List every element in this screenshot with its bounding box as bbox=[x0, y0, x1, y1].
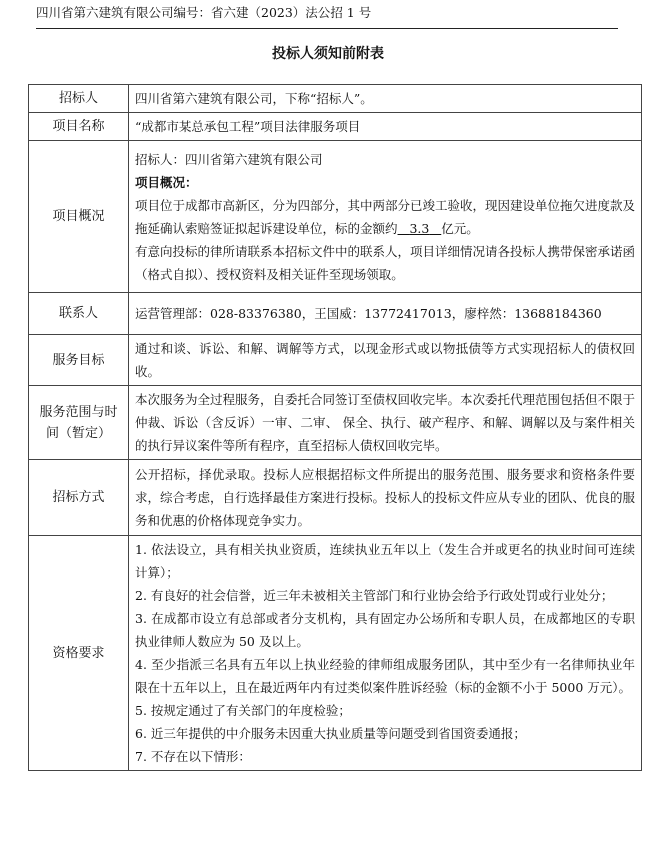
contract-amount bbox=[398, 221, 442, 236]
row-tenderer bbox=[29, 85, 642, 113]
value-tenderer: 四川省第六建筑有限公司，下称“招标人”。 bbox=[129, 85, 642, 113]
row-project-name bbox=[29, 113, 642, 141]
page-title: 投标人须知前附表 bbox=[272, 46, 384, 62]
overview-paragraph-1 bbox=[135, 194, 635, 240]
label-tender-method: 招标方式 bbox=[29, 460, 129, 536]
row-tender-method bbox=[29, 460, 642, 536]
contact-phones: 运营管理部：028-83376380，王国威：13772417013， bbox=[135, 306, 465, 321]
row-service-goal bbox=[29, 335, 642, 386]
qualification-item: 6. 近三年提供的中介服务未因重大执业质量等问题受到省国资委通报； bbox=[135, 726, 526, 741]
qualification-item: 4. 至少指派三名具有五年以上执业经验的律师组成服务团队，其中至少有一名律师执业年限在十五年以上，且在最近两年内有过类似案件胜诉经验（标的金额不小于 5000 万元）。 bbox=[135, 657, 635, 695]
label-service-scope: 服务范围与时间（暂定） bbox=[29, 386, 129, 460]
value-service-scope: 本次服务为全过程服务，自委托合同签订至债权回收完毕。本次委托代理范围包括但不限于仲裁、诉讼（含反诉）一审、二审、 保全、执行、破产程序、和解、调解以及与案件相关的执行异议案件等所有程序，直至招标人债权回收完毕。 bbox=[129, 386, 642, 460]
document-header: 四川省第六建筑有限公司编号：省六建（2023）法公招 1 号 bbox=[36, 5, 372, 20]
overview-tenderer-line: 招标人：四川省第六建筑有限公司 bbox=[135, 151, 323, 167]
overview-para1-unit: 亿元。 bbox=[441, 220, 479, 236]
label-qualification: 资格要求 bbox=[29, 536, 129, 771]
label-project-name: 项目名称 bbox=[29, 113, 129, 141]
qualification-item: 1. 依法设立，具有相关执业资质，连续执业五年以上（发生合并或更名的执业时间可连续计算）； bbox=[135, 542, 635, 580]
value-tender-method: 公开招标，择优录取。投标人应根据招标文件所提出的服务范围、服务要求和资格条件要求，综合考虑，自行选择最佳方案进行投标。投标人的投标文件应从专业的团队、优良的服务和优惠的价格体现竞争实力。 bbox=[129, 460, 642, 536]
bidder-notice-table bbox=[28, 84, 642, 771]
label-service-goal: 服务目标 bbox=[29, 335, 129, 386]
overview-heading: 项目概况： bbox=[135, 174, 198, 190]
label-tenderer: 招标人 bbox=[29, 85, 129, 113]
qualification-item: 2. 有良好的社会信誉，近三年未被相关主管部门和行业协会给予行政处罚或行业处分； bbox=[135, 588, 614, 603]
label-contact: 联系人 bbox=[29, 293, 129, 335]
contact-phone-liao: 廖梓然：13688184360 bbox=[464, 306, 602, 321]
row-project-overview bbox=[29, 141, 642, 293]
overview-para1-text: 项目位于成都市高新区，分为四部分，其中两部分已竣工验收，现因建设单位拖欠进度款及拖延确认索赔签证拟起诉建设单位，标的金额约 bbox=[135, 197, 636, 236]
row-contact bbox=[29, 293, 642, 335]
overview-paragraph-2: 有意向投标的律所请联系本招标文件中的联系人，项目详细情况请各投标人携带保密承诺函（格式自拟）、授权资料及相关证件至现场领取。 bbox=[135, 243, 636, 282]
label-project-overview: 项目概况 bbox=[29, 141, 129, 293]
qualification-item: 7. 不存在以下情形： bbox=[135, 749, 251, 764]
row-qualification bbox=[29, 536, 642, 771]
qualification-item: 3. 在成都市设立有总部或者分支机构，具有固定办公场所和专职人员，在成都地区的专职执业律师人数应为 50 及以上。 bbox=[135, 611, 635, 649]
row-service-scope bbox=[29, 386, 642, 460]
value-project-name: “成都市某总承包工程”项目法律服务项目 bbox=[129, 113, 642, 141]
header-rule bbox=[36, 28, 618, 29]
qualification-item: 5. 按规定通过了有关部门的年度检验； bbox=[135, 703, 351, 718]
value-contact bbox=[129, 293, 642, 335]
value-project-overview bbox=[129, 141, 642, 293]
contract-amount-value: 3.3 bbox=[409, 220, 430, 236]
value-qualification bbox=[129, 536, 642, 771]
value-service-goal: 通过和谈、诉讼、和解、调解等方式，以现金形式或以物抵债等方式实现招标人的债权回收。 bbox=[129, 335, 642, 386]
